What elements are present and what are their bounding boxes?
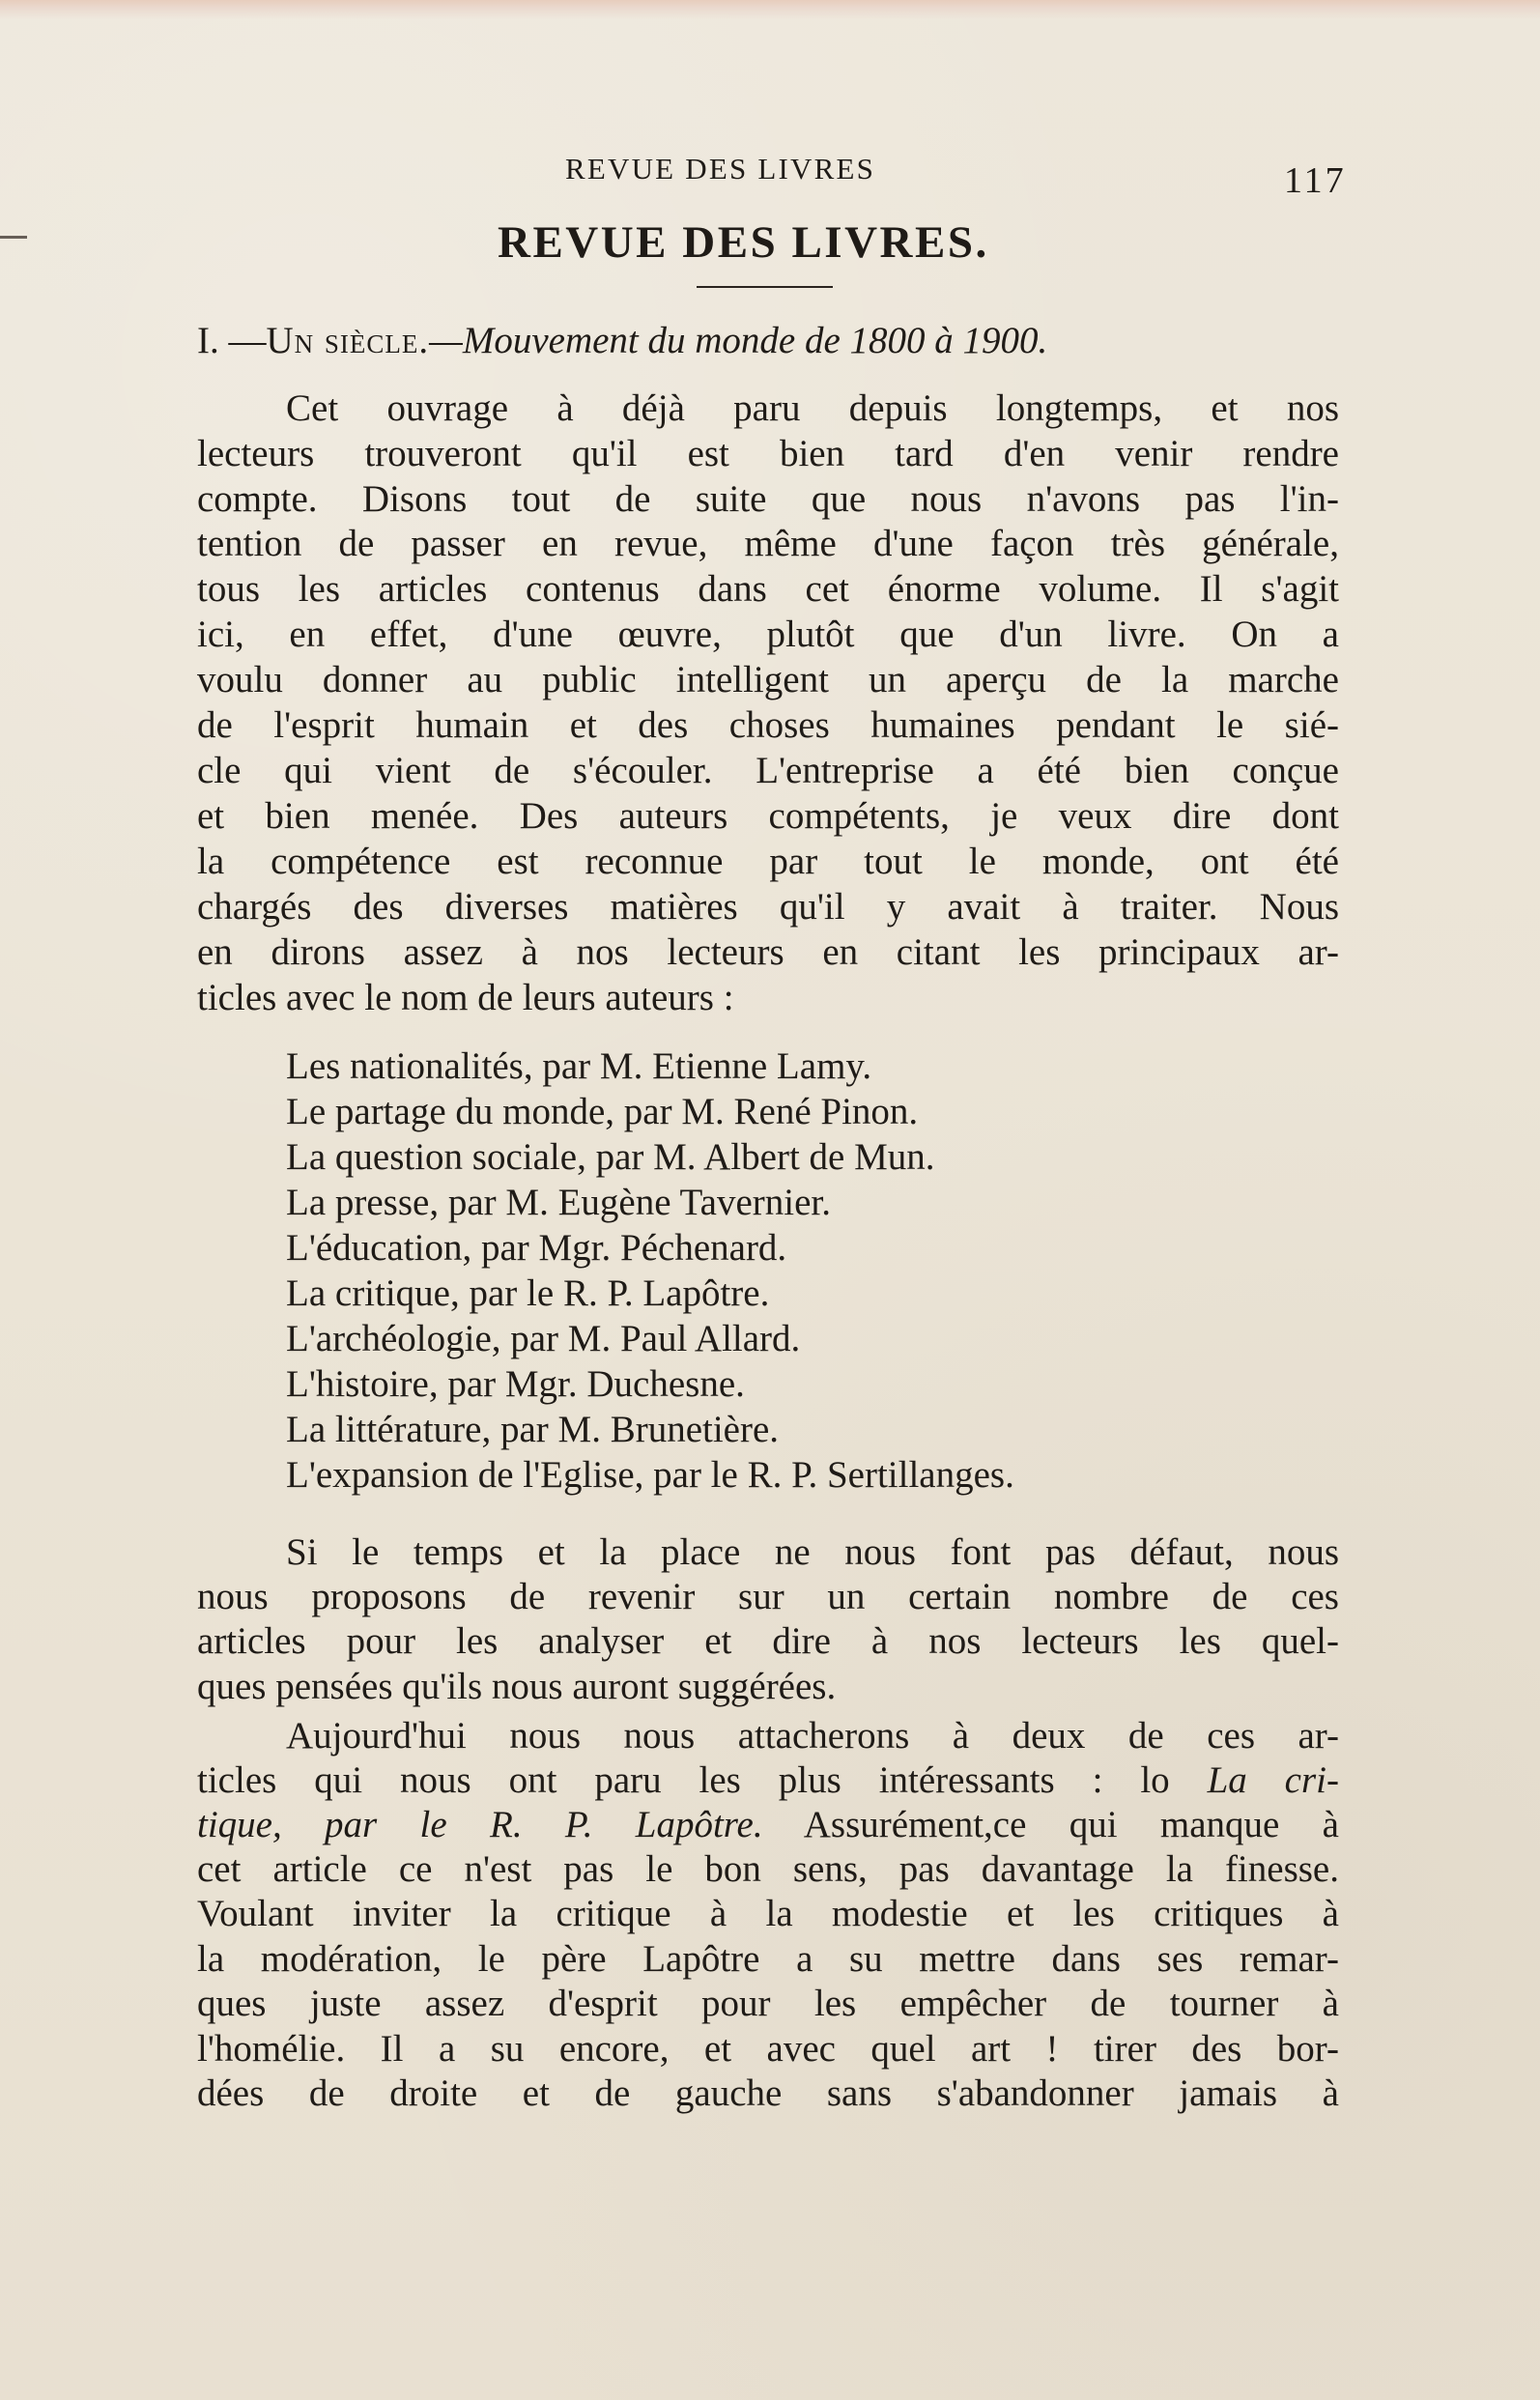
article-item: L'expansion de l'Eglise, par le R. P. Sertillanges. — [286, 1454, 1014, 1496]
paragraph3-line: dées de droite et de gauche sans s'abandonner jamais à — [197, 2072, 1339, 2114]
paragraph2-line: articles pour les analyser et dire à nos lecteurs les quel- — [197, 1620, 1339, 1662]
section-title: REVUE DES LIVRES. — [498, 217, 989, 268]
title-rule — [697, 286, 833, 288]
paragraph2-line: ques pensées qu'ils nous auront suggérées. — [197, 1666, 837, 1707]
article-item: La littérature, par M. Brunetière. — [286, 1409, 780, 1450]
paragraph3-line: cet article ce n'est pas le bon sens, pas davantage la finesse. — [197, 1848, 1339, 1890]
paragraph3-line-mixed — [197, 1806, 1339, 1843]
paragraph3-line: l'homélie. Il a su encore, et avec quel art ! tirer des bor- — [197, 2028, 1339, 2070]
paragraph1-line: tention de passer en revue, même d'une façon très générale, — [197, 523, 1339, 564]
paragraph1-line: et bien menée. Des auteurs compétents, je veux dire dont — [197, 795, 1339, 837]
paragraph3-line3-italic: tique, par le R. P. Lapôtre. — [197, 1804, 763, 1845]
entry-title-line — [197, 322, 1337, 359]
paragraph1-line: ici, en effet, d'une œuvre, plutôt que d'un livre. On a — [197, 614, 1339, 655]
page-number: 117 — [1284, 160, 1347, 201]
paragraph2-line: nous proposons de revenir sur un certain nombre de ces — [197, 1576, 1339, 1617]
article-item: L'éducation, par Mgr. Péchenard. — [286, 1227, 787, 1269]
paragraph1-line: lecteurs trouveront qu'il est bien tard d'en venir rendre — [197, 433, 1339, 474]
article-item: L'archéologie, par M. Paul Allard. — [286, 1318, 801, 1359]
paragraph3-line: Voulant inviter la critique à la modestie et les critiques à — [197, 1893, 1339, 1934]
paragraph3-line2-italic: La cri- — [1207, 1759, 1339, 1801]
paragraph1-line: en dirons assez à nos lecteurs en citant les principaux ar- — [197, 931, 1339, 973]
article-item: L'histoire, par Mgr. Duchesne. — [286, 1363, 745, 1405]
running-header: REVUE DES LIVRES — [565, 152, 876, 186]
paragraph1-line: cle qui vient de s'écouler. L'entreprise a été bien conçue — [197, 750, 1339, 791]
page-top-edge — [0, 0, 1540, 19]
paragraph3-line2-text: ticles qui nous ont paru les plus intéressants : lo — [197, 1759, 1208, 1801]
article-item: La presse, par M. Eugène Tavernier. — [286, 1182, 831, 1223]
article-item: La question sociale, par M. Albert de Mun. — [286, 1136, 935, 1178]
paragraph1-line: chargés des diverses matières qu'il y avait à traiter. Nous — [197, 886, 1339, 928]
paragraph3-line: Aujourd'hui nous nous attacherons à deux de ces ar- — [286, 1715, 1339, 1757]
entry-label: I. — — [197, 320, 267, 361]
paragraph3-line3-text: Assurément,ce qui manque à — [762, 1804, 1339, 1845]
paragraph1-line: voulu donner au public intelligent un aperçu de la marche — [197, 659, 1339, 700]
paragraph3-line-mixed — [197, 1761, 1339, 1799]
paragraph1-line: tous les articles contenus dans cet énorme volume. Il s'agit — [197, 568, 1339, 610]
paragraph3-line: la modération, le père Lapôtre a su mettre dans ses remar- — [197, 1938, 1339, 1980]
entry-caps-title: Un siècle. — [266, 320, 430, 361]
paragraph1-line: compte. Disons tout de suite que nous n'avons pas l'in- — [197, 478, 1339, 520]
paragraph3-line: ques juste assez d'esprit pour les empêcher de tourner à — [197, 1983, 1339, 2024]
margin-mark — [0, 236, 27, 239]
article-item: La critique, par le R. P. Lapôtre. — [286, 1272, 770, 1314]
paragraph2-line: Si le temps et la place ne nous font pas défaut, nous — [286, 1531, 1339, 1573]
paragraph1-line: de l'esprit humain et des choses humaines pendant le sié- — [197, 704, 1339, 746]
paragraph1-line: ticles avec le nom de leurs auteurs : — [197, 977, 734, 1018]
article-item: Le partage du monde, par M. René Pinon. — [286, 1091, 919, 1132]
entry-italic-title: —Mouvement du monde de 1800 à 1900. — [429, 320, 1048, 361]
paragraph1-line: Cet ouvrage à déjà paru depuis longtemps, et nos — [286, 387, 1339, 429]
paragraph1-line: la compétence est reconnue par tout le monde, ont été — [197, 841, 1339, 882]
article-item: Les nationalités, par M. Etienne Lamy. — [286, 1045, 872, 1087]
